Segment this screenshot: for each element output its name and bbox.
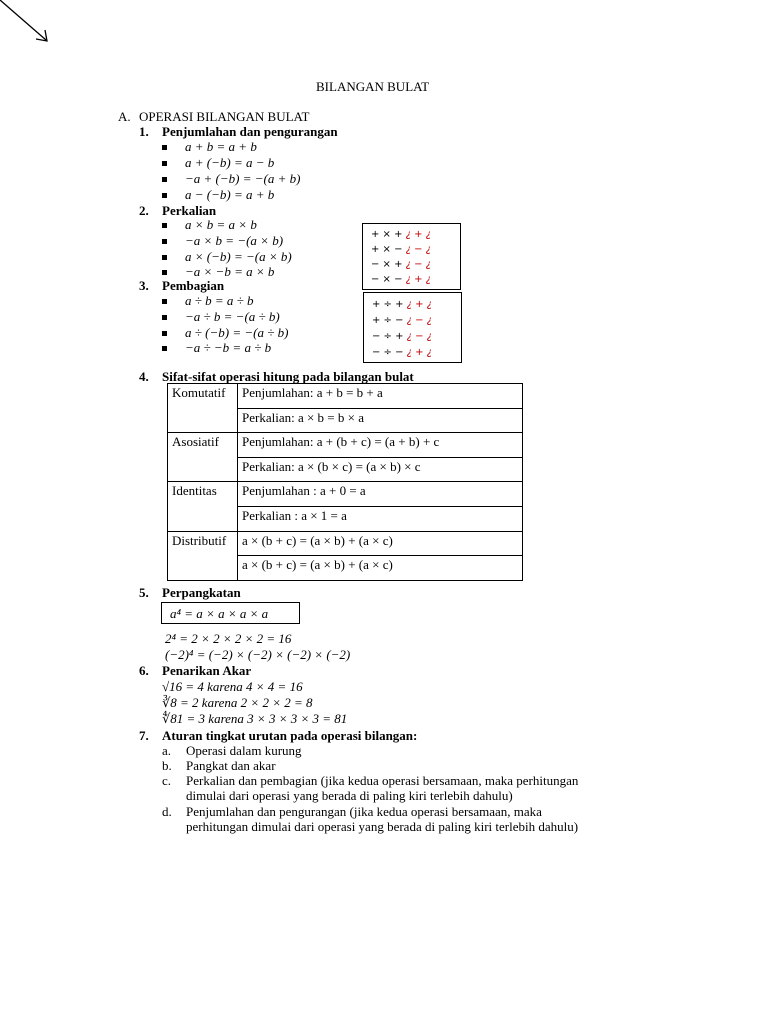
sec2-item: a × b = a × b <box>162 218 257 232</box>
sign-rules-multiplication <box>362 223 461 290</box>
sec4-number: 4. <box>139 369 149 384</box>
order-item: Operasi dalam kurung <box>186 743 302 758</box>
power-example: (−2)⁴ = (−2) × (−2) × (−2) × (−2) <box>165 647 351 662</box>
sec1-heading: Penjumlahan dan pengurangan <box>162 124 338 139</box>
properties-table <box>167 383 523 581</box>
root-example: ∛8 = 2 karena 2 × 2 × 2 = 8 <box>162 695 313 710</box>
property-formula: Penjumlahan: a + (b + c) = (a + b) + c <box>238 433 523 458</box>
property-formula: Perkalian: a × b = b × a <box>238 408 523 433</box>
page-title: BILANGAN BULAT <box>316 79 430 94</box>
root-example: ∜81 = 3 karena 3 × 3 × 3 × 3 = 81 <box>162 711 348 726</box>
property-formula: Penjumlahan : a + 0 = a <box>238 482 523 507</box>
property-formula: a × (b + c) = (a × b) + (a × c) <box>238 531 523 556</box>
sec3-item: −a ÷ −b = a ÷ b <box>162 341 271 355</box>
sign-rule: + ÷ − ¿ − ¿ <box>372 315 433 326</box>
sign-rule: + × − ¿ − ¿ <box>371 244 432 255</box>
sec2-heading: Perkalian <box>162 203 217 218</box>
arrow-icon <box>0 0 60 50</box>
sign-rules-division <box>363 292 462 363</box>
power-formula: a⁴ = a × a × a × a <box>170 606 269 621</box>
sec1-number: 1. <box>139 124 149 139</box>
sec1-item: a − (−b) = a + b <box>162 188 274 202</box>
property-name: Identitas <box>168 482 238 531</box>
table-row <box>168 531 523 556</box>
sec3-heading: Pembagian <box>162 278 225 293</box>
section-a-letter: A. <box>118 109 131 124</box>
order-item: Pangkat dan akar <box>186 758 276 773</box>
section-a-heading: OPERASI BILANGAN BULAT <box>139 109 310 124</box>
property-formula: Perkalian: a × (b × c) = (a × b) × c <box>238 457 523 482</box>
property-name: Komutatif <box>168 384 238 433</box>
sec6-number: 6. <box>139 663 149 678</box>
order-letter: c. <box>162 773 172 788</box>
sec3-number: 3. <box>139 278 149 293</box>
sec5-number: 5. <box>139 585 149 600</box>
order-item: perhitungan dimulai dari operasi yang berada di paling kiri terlebih dahulu) <box>186 819 579 834</box>
sec6-heading: Penarikan Akar <box>162 663 252 678</box>
property-formula: Perkalian : a × 1 = a <box>238 506 523 531</box>
sec3-item: a ÷ b = a ÷ b <box>162 294 254 308</box>
sec7-number: 7. <box>139 728 149 743</box>
sec2-number: 2. <box>139 203 149 218</box>
sec1-item: −a + (−b) = −(a + b) <box>162 172 300 186</box>
property-name: Distributif <box>168 531 238 580</box>
table-row <box>168 384 523 409</box>
sign-rule: − ÷ − ¿ + ¿ <box>372 347 433 358</box>
order-letter: b. <box>162 758 172 773</box>
root-example: √16 = 4 karena 4 × 4 = 16 <box>162 679 303 694</box>
sign-rule: − × + ¿ − ¿ <box>371 259 432 270</box>
order-item: dimulai dari operasi yang berada di paling kiri terlebih dahulu) <box>186 788 513 803</box>
sec4-heading: Sifat-sifat operasi hitung pada bilangan bulat <box>162 369 414 384</box>
sign-rule: − ÷ + ¿ − ¿ <box>372 331 433 342</box>
order-item: Penjumlahan dan pengurangan (jika kedua operasi bersamaan, maka <box>186 804 542 819</box>
order-letter: d. <box>162 804 172 819</box>
sec5-heading: Perpangkatan <box>162 585 241 600</box>
sec2-item: −a × b = −(a × b) <box>162 234 283 248</box>
property-name: Asosiatif <box>168 433 238 482</box>
sec7-heading: Aturan tingkat urutan pada operasi bilangan: <box>162 728 418 743</box>
sign-rule: + × + ¿ + ¿ <box>371 229 432 240</box>
sec2-item: a × (−b) = −(a × b) <box>162 250 292 264</box>
sign-rule: − × − ¿ + ¿ <box>371 274 432 285</box>
table-row <box>168 433 523 458</box>
sec3-item: −a ÷ b = −(a ÷ b) <box>162 310 280 324</box>
order-letter: a. <box>162 743 172 758</box>
sec1-item: a + b = a + b <box>162 140 257 154</box>
power-formula-box <box>161 602 300 624</box>
sec3-item: a ÷ (−b) = −(a ÷ b) <box>162 326 288 340</box>
table-row <box>168 482 523 507</box>
order-item: Perkalian dan pembagian (jika kedua operasi bersamaan, maka perhitungan <box>186 773 579 788</box>
sec2-item: −a × −b = a × b <box>162 265 274 279</box>
property-formula: Penjumlahan: a + b = b + a <box>238 384 523 409</box>
sec1-item: a + (−b) = a − b <box>162 156 274 170</box>
sign-rule: + ÷ + ¿ + ¿ <box>372 299 433 310</box>
power-example: 2⁴ = 2 × 2 × 2 × 2 = 16 <box>165 631 292 646</box>
property-formula: a × (b + c) = (a × b) + (a × c) <box>238 556 523 581</box>
